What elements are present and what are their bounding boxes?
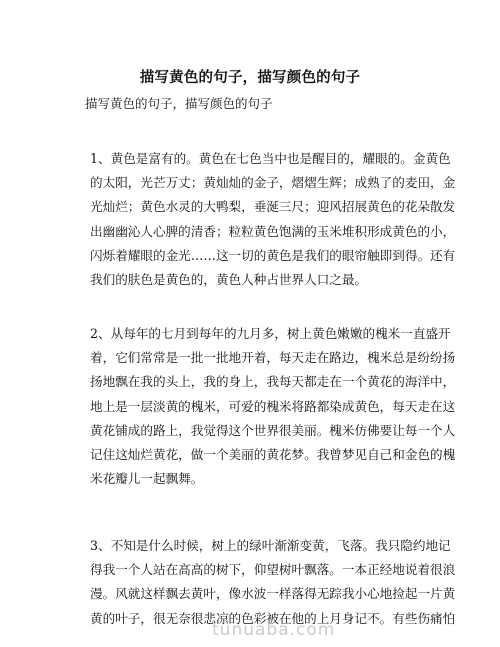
paragraph-line: 米花瓣儿一起飘舞。 [90, 471, 204, 487]
paragraph-line: 闪烁着耀眼的金光……这一切的黄色是我们的眼帘触即到得。还有 [90, 247, 456, 263]
paragraph-line: 记住这灿烂黄花，做一个美丽的黄花梦。我曾梦见自己和金色的槐 [90, 446, 456, 462]
paragraph-line: 光灿烂；黄色水灵的大鸭梨，垂涎三尺；迎风招展黄色的花朵散发 [90, 199, 456, 215]
paragraph-line: 1、黄色是富有的。黄色在七色当中也是醒目的，耀眼的。金黄色 [90, 151, 451, 166]
paragraph-line: 2、从每年的七月到每年的九月多，树上黄色嫩嫩的槐米一直盛开 [90, 326, 451, 341]
document-subtitle: 描写黄色的句子，描写颜色的句子 [85, 96, 273, 111]
paragraph-line: 漫。风就这样飘去黄叶，像水波一样落得无踪我小心地捡起一片黄 [90, 586, 456, 602]
paragraph-2 [90, 322, 456, 491]
paragraph-line: 着，它们常常是一批一批地开着，每天走在路边，槐米总是纷纷扬 [90, 350, 456, 366]
paragraph-line: 地上是一层淡黄的槐米，可爱的槐米将路都染成黄色，每天走在这 [90, 398, 456, 414]
paragraph-line: 的太阳，光芒万丈；黄灿灿的金子，熠熠生辉；成熟了的麦田，金 [90, 175, 456, 191]
paragraph-line: 我们的肤色是黄色的，黄色人种占世界人口之最。 [90, 271, 368, 287]
watermark: tunuaba.com [212, 620, 336, 640]
document-title: 描写黄色的句子，描写颜色的句子 [139, 69, 361, 86]
paragraph-line: 黄花铺成的路上，我觉得这个世界很美丽。槐米仿佛要让每一个人 [90, 422, 456, 438]
paragraph-line: 扬地飘在我的头上，我的身上，我每天都走在一个黄花的海洋中， [90, 374, 456, 390]
paragraph-line: 3、不知是什么时候，树上的绿叶渐渐变黄，飞落。我只隐约地记 [90, 538, 451, 553]
paragraph-line: 得我一个人站在高高的树下，仰望树叶飘落。一本正经地说着很浪 [90, 562, 456, 578]
paragraph-3 [90, 534, 456, 631]
paragraph-1 [90, 147, 456, 292]
paragraph-line: 黄的叶子，很无奈很悲凉的色彩被在他的上月身记不。有些伤痛怕 [90, 610, 456, 626]
paragraph-line: 出幽幽沁人心脾的清香；粒粒黄色饱满的玉米堆积形成黄色的小， [90, 223, 456, 239]
